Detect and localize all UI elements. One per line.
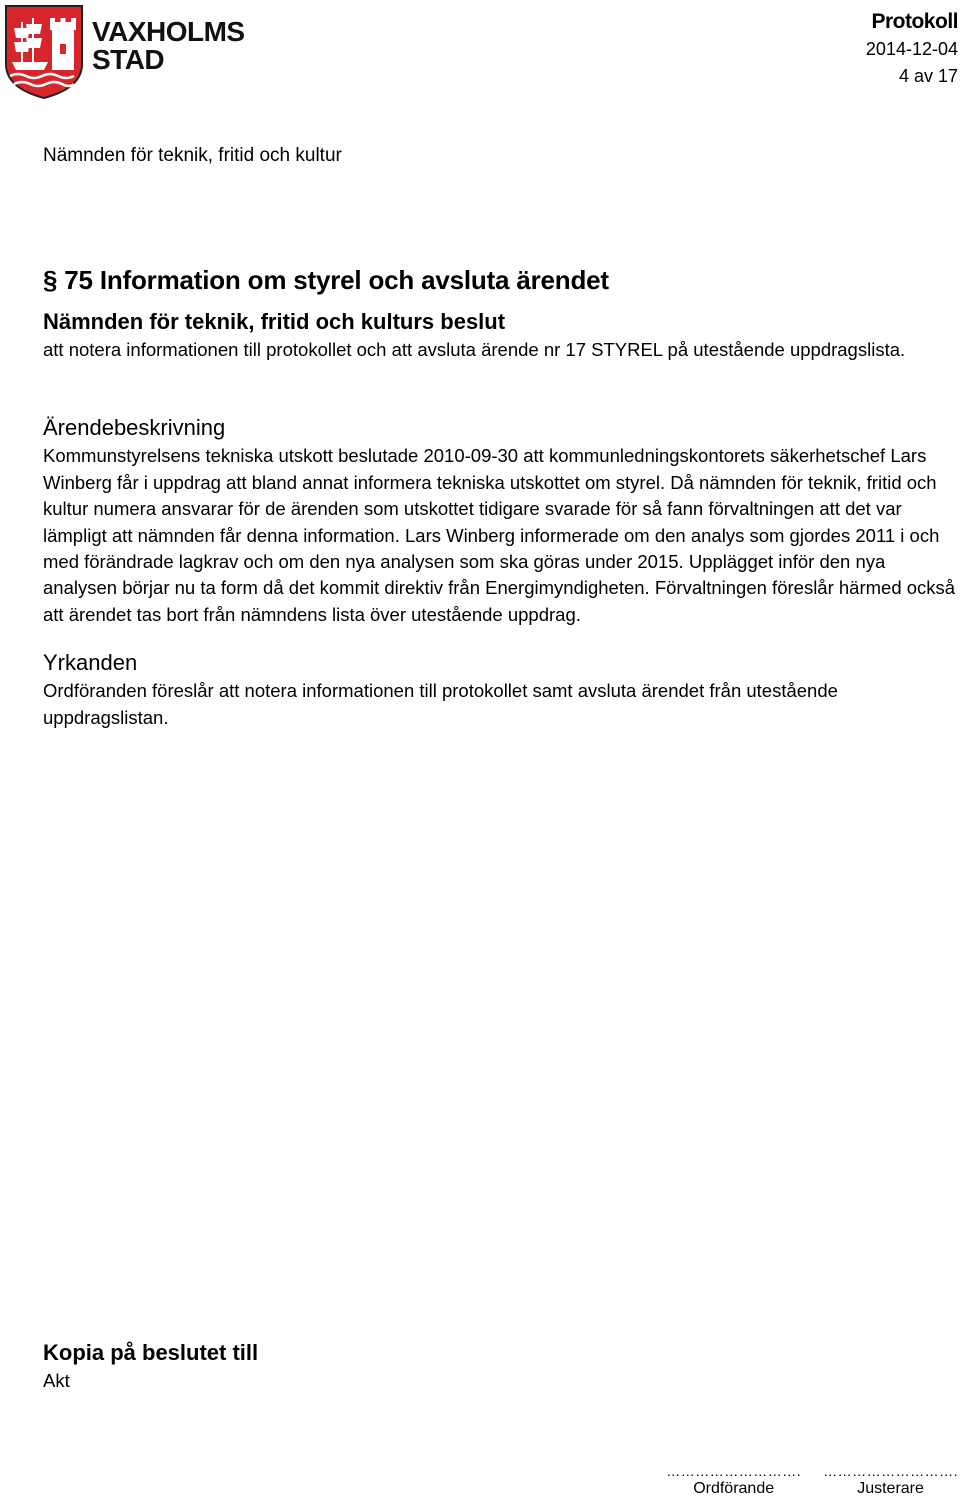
logo-wordmark [92, 18, 245, 74]
description-text: Kommunstyrelsens tekniska utskott beslutade 2010-09-30 att kommunledningskontorets säkerhetschef Lars Winberg får i uppdrag att bland annat informera tekniska utskottet om styrel. Då nämnden för teknik, fritid och kultur numera ansvarar för de ärenden som utskottet tidigare svarade för så fann förvaltningen att det var lämpligt att nämnden får denna information. Lars Winberg informerade om den analys som gjordes 2011 i och med förändrade lagkrav och om den nya analysen som ska göras under 2015. Upplägget inför den nya analysen börjar nu ta form då det kommit direktiv från Energimyndigheten. Förvaltningen föreslår härmed också att ärendet tas bort från nämndens lista över utestående uppdrag. [43, 445, 956, 625]
copy-recipient: Akt [43, 1370, 70, 1391]
document-date: 2014-12-04 [865, 39, 958, 59]
adjuster-signature [823, 1462, 958, 1498]
chair-label: Ordförande [693, 1480, 775, 1497]
adjuster-label: Justerare [857, 1480, 924, 1497]
logo-line-1: VAXHOLMS [92, 16, 245, 47]
signature-line: ………………………. [823, 1463, 958, 1479]
copy-recipients [43, 1338, 258, 1394]
copy-heading: Kopia på beslutet till [43, 1340, 259, 1365]
chair-signature [666, 1462, 801, 1498]
section-content [43, 262, 958, 731]
proposal-text: Ordföranden föreslår att notera informationen till protokollet samt avsluta ärendet från utestående uppdragslistan. [43, 680, 838, 728]
proposal-heading: Yrkanden [43, 650, 138, 676]
document-type: Protokoll [871, 10, 958, 33]
vaxholm-coat-of-arms-icon [4, 4, 84, 100]
document-header [866, 8, 958, 90]
page-number: 4 av 17 [898, 66, 958, 86]
decision-heading: Nämnden för teknik, fritid och kulturs beslut [43, 309, 506, 334]
signature-area [666, 1462, 958, 1498]
section-title: § 75 Information om styrel och avsluta ärendet [43, 265, 609, 295]
signature-line: ………………………. [666, 1463, 802, 1479]
description-heading: Ärendebeskrivning [43, 415, 226, 441]
municipality-logo [4, 4, 254, 100]
logo-line-2: STAD [92, 44, 165, 75]
committee-name: Nämnden för teknik, fritid och kultur [43, 145, 342, 166]
decision-text: att notera informationen till protokollet och att avsluta ärende nr 17 STYREL på utestående uppdragslista. [43, 339, 906, 360]
